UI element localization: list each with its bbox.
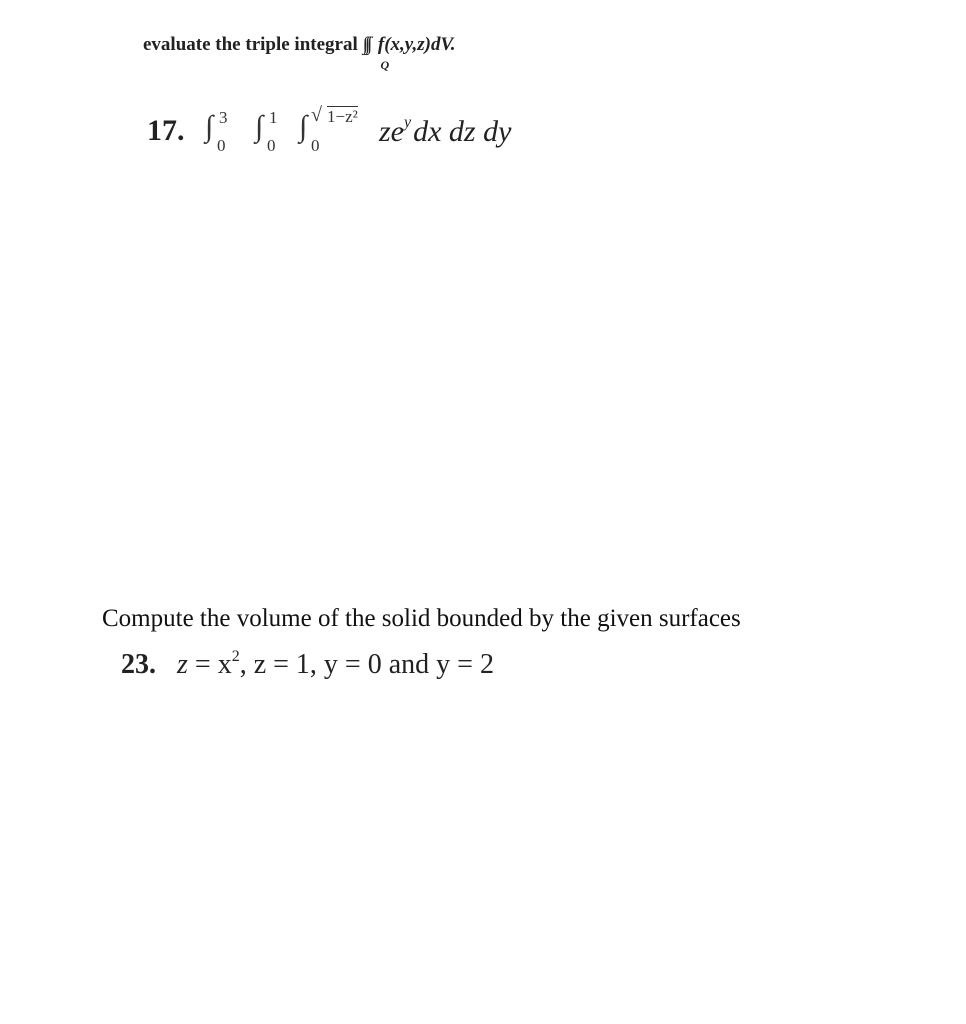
- integrand-base: ze: [379, 115, 404, 148]
- instruction-line: [143, 34, 456, 72]
- conjunction: and: [388, 649, 430, 680]
- instruction-integrand: f(x,y,z)dV.: [377, 34, 456, 55]
- lower-limit-middle: 0: [267, 136, 276, 155]
- volume-instruction: Compute the volume of the solid bounded by the given surfaces: [102, 605, 741, 632]
- eq3: y = 0: [323, 649, 382, 680]
- upper-limit-outer: 3: [219, 108, 228, 127]
- upper-limit-inner: 1−z²: [327, 107, 358, 126]
- problem-number: 23.: [121, 649, 156, 680]
- triple-integral-glyph: ∫∫∫: [362, 34, 370, 55]
- integrand-exponent: y: [404, 114, 412, 131]
- region-subscript: Q: [380, 58, 390, 72]
- eq2: z = 1: [253, 649, 310, 680]
- eq4: y = 2: [436, 649, 494, 680]
- integral-sign-inner: ∫: [299, 110, 308, 143]
- upper-limit-middle: 1: [269, 108, 278, 127]
- radical-sign: √: [311, 104, 322, 126]
- instruction-text: evaluate the triple integral: [143, 34, 358, 55]
- eq1-rhs: x: [217, 649, 232, 680]
- integral-sign-outer: ∫: [205, 110, 214, 143]
- eq1-exponent: 2: [231, 648, 240, 665]
- problem-number: 17.: [147, 114, 185, 147]
- lower-limit-inner: 0: [311, 136, 320, 155]
- integrand: [379, 114, 511, 149]
- triple-integral-symbol: [362, 34, 390, 72]
- problem-23: 23. $z = x^2$, z = 1, y = 0 and y = 2: [121, 648, 494, 680]
- lower-limit-outer: 0: [217, 136, 226, 155]
- integrand-differentials: dx dz dy: [413, 115, 512, 148]
- eq1-lhs: z: [177, 649, 188, 680]
- integral-sign-middle: ∫: [255, 110, 264, 143]
